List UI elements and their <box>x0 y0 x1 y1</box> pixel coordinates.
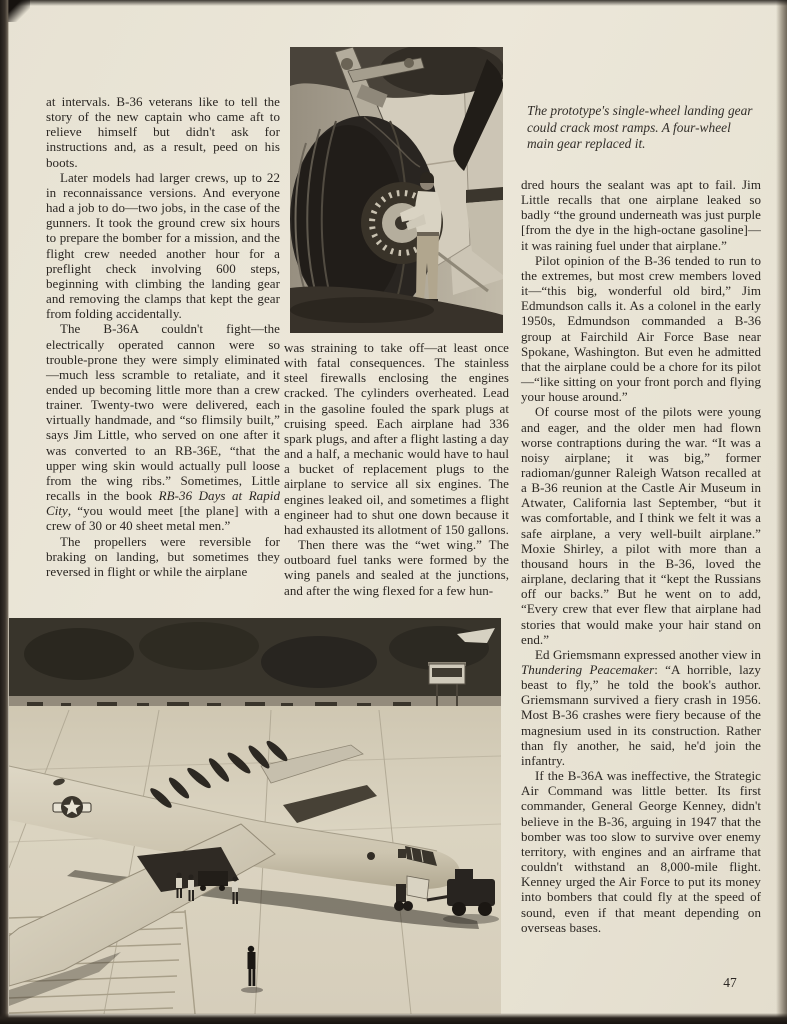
landing-gear-photo <box>290 47 503 333</box>
paragraph: Ed Griemsmann expressed another view in Thundering Peacemaker: “A horrible, lazy beast to fly,” he told the book's author. Griemsmann survived a fiery crash in 1956. Most B-36 crashes were fiery because of the magnesium used in its construction. Rather than fly another, he said, he'd join the infantry. <box>521 646 761 768</box>
landing-gear-photo-art <box>290 47 503 333</box>
paragraph: Then there was the “wet wing.” The outboard fuel tanks were formed by the wing panels and sealed at the junctions, and after the wing flexed for a few hun- <box>284 537 509 598</box>
scan-edge-bottom <box>0 1013 787 1024</box>
book-title: Thundering Peacemaker <box>521 662 655 677</box>
paragraph: Of course most of the pilots were young and eager, and the older men had flown worse contraptions during the war. “It was a noisy airplane; it was big,” former radioman/gunner Raleigh Watson recalled at a B-36 reunion at the Castle Air Museum in Atwater, California last September, “but it was comfortable, and I think we felt it was a safe airplane, a very well-built airplane.” Moxie Shirley, a pilot with more than a thousand hours in the B-36, loved the airplane, declaring that it “kept the Russians off our backs.” But he went on to add, “Every crew that ever flew that airplane had stories that would make your hair stand on end.” <box>521 404 761 647</box>
paragraph: Later models had larger crews, up to 22 in reconnaissance versions. And everyone had a job to do—two jobs, in the case of the gunners. It took the ground crew six hours to prepare the bomber for a mission, and the flight crew needed another hour for a preflight check involving 600 steps, beginning with climbing the landing gear and removing the clamps that kept the gear from folding accidentally. <box>46 169 280 322</box>
paragraph: was straining to take off—at least once with fatal consequences. The stainless steel firewalls enclosing the engines cracked. The cylinders overheated. Lead in the gasoline fouled the spark plugs at cruising speed. Each airplane had 336 spark plugs, and after a flight lasting a day and a half, a mechanic would have to haul a bucket of replacement plugs to the airplane to service all six engines. The engines leaked oil, and sometimes a flight engineer had to shut one down because it had exhausted its allotment of 150 gallons. <box>284 340 509 537</box>
photo-caption: The prototype's single-wheel landing gear could crack most ramps. A four-wheel main gear replaced it. <box>527 103 753 152</box>
fuselage-porthole <box>367 852 375 860</box>
paragraph: The B-36A couldn't fight—the electrically operated cannon were so trouble-prone they were simply eliminated—much less scramble to retaliate, and it ended up becoming little more than a crew trainer. Twenty-two were delivered, each virtually handmade, and “so flimsily built,” says Jim Little, who served on one after it was converted to an RB-36E, “that the upper wing skin would actually pull loose from the wing ribs.” Sometimes, Little recalls in the book RB-36 Days at Rapid City, “you would meet [the plane] with a crew of 30 or 40 sheet metal men.” <box>46 321 280 534</box>
middle-column <box>284 340 509 598</box>
paragraph: The propellers were reversible for braking on landing, but sometimes they reversed in flight or while the airplane <box>46 533 280 579</box>
book-title: RB-36 Days at Rapid City <box>46 488 280 519</box>
paragraph: Pilot opinion of the B-36 tended to run to the extremes, but most crew members loved it—“this big, wonderful old bird,” Jim Edmundson calls it. As a colonel in the early 1950s, Edmundson commanded a B-36 group at Fairchild Air Force Base near Spokane, Washington. But even he admitted that the airplane could be a chore for its pilot—“like sitting on your front porch and flying your house around.” <box>521 252 761 405</box>
left-column <box>46 94 280 579</box>
paragraph: at intervals. B-36 veterans like to tell the story of the new captain who came aft to relieve himself but didn't ask for instructions and, as a result, peed on his boots. <box>46 94 280 170</box>
paragraph: dred hours the sealant was apt to fail. Jim Little recalls that one airplane leaked so badly “the ground underneath was just purple [from the dye in the high-octane gasoline]—it was raining fuel under that airplane.” <box>521 177 761 253</box>
page-number: 47 <box>723 975 737 990</box>
scan-edge-left <box>0 0 9 1024</box>
b36-ramp-photo <box>9 618 501 1014</box>
b36-ramp-photo-art <box>9 618 501 1014</box>
right-column <box>521 177 761 935</box>
scan-edge-top <box>0 0 787 6</box>
paragraph: If the B-36A was ineffective, the Strategic Air Command was little better. Its first commander, General George Kenney, didn't believe in the B-36, arguing in 1947 that the bomber was too slow to survive over enemy territory, with engines and an airframe that couldn't withstand an 8,000-mile flight. Kenney urged the Air Force to put its money into bombers that could fly at the speed of sound, even if that meant depending on overseas bases. <box>521 768 761 935</box>
scan-edge-right <box>776 0 787 1024</box>
